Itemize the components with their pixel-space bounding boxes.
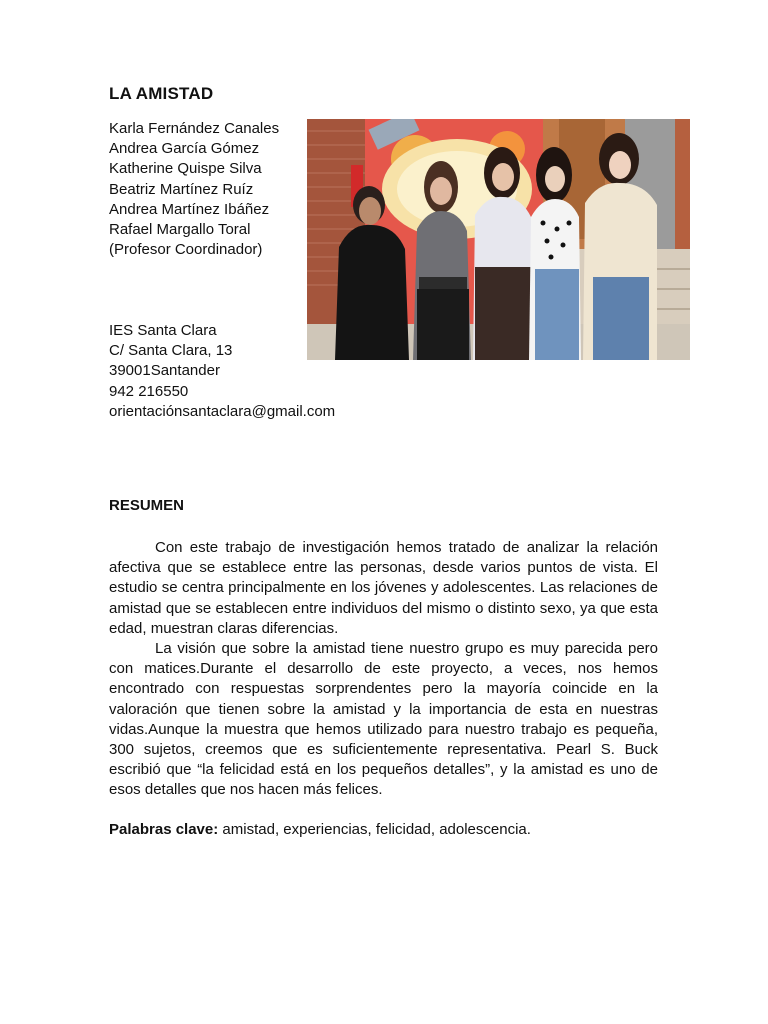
keywords-label: Palabras clave: xyxy=(109,821,219,838)
author-name: Andrea Martínez Ibáñez xyxy=(109,200,270,218)
author-name: Katherine Quispe Silva xyxy=(109,160,262,178)
author-name: Beatriz Martínez Ruíz xyxy=(109,180,254,198)
section-heading-resumen: RESUMEN xyxy=(109,497,185,514)
document-title: LA AMISTAD xyxy=(109,84,214,103)
author-role: (Profesor Coordinador) xyxy=(109,241,263,259)
email-address: orientaciónsantaclara@gmail.com xyxy=(109,402,336,420)
abstract-paragraph: La visión que sobre la amistad tiene nuestro grupo es muy parecida pero con matices.Durante el desarrollo de este proyecto, a veces, nos hemos encontrado con respuestas sorprendentes pero la mayoría coincide en la valoración que tienen sobre la amistad y la importancia de esta en nuestras vidas.Aunque la muestra que hemos utilizado para nuestro trabajo es pequeña, 300 sujetos, creemos que es suficientemente representativa. Pearl S. Buck escribió que “la felicidad está en los pequeños detalles”, y la amistad es uno de esos detalles que nos hacen más felices. xyxy=(109,640,658,799)
author-list xyxy=(109,119,279,260)
author-name: Karla Fernández Canales xyxy=(109,120,280,137)
abstract-body xyxy=(109,538,658,801)
phone-number: 942 216550 xyxy=(109,382,189,400)
author-name: Rafael Margallo Toral xyxy=(109,221,251,239)
abstract-paragraph: Con este trabajo de investigación hemos tratado de analizar la relación afectiva que se establece entre las personas, desde varios puntos de vista. El estudio se centra principalmente en los jóvenes y adolescentes. Las relaciones de amistad que se establecen entre individuos del mismo o distinto sexo, ya que esta edad, muestran claras diferencias. xyxy=(109,539,658,637)
school-name: IES Santa Clara xyxy=(109,322,217,339)
author-name: Andrea García Gómez xyxy=(109,140,260,158)
group-photo xyxy=(307,119,690,360)
postal-city: 39001Santander xyxy=(109,362,220,380)
street-address: C/ Santa Clara, 13 xyxy=(109,342,233,360)
contact-address xyxy=(109,321,335,422)
keywords-value: amistad, experiencias, felicidad, adolescencia. xyxy=(218,821,531,838)
keywords-line xyxy=(109,820,531,840)
